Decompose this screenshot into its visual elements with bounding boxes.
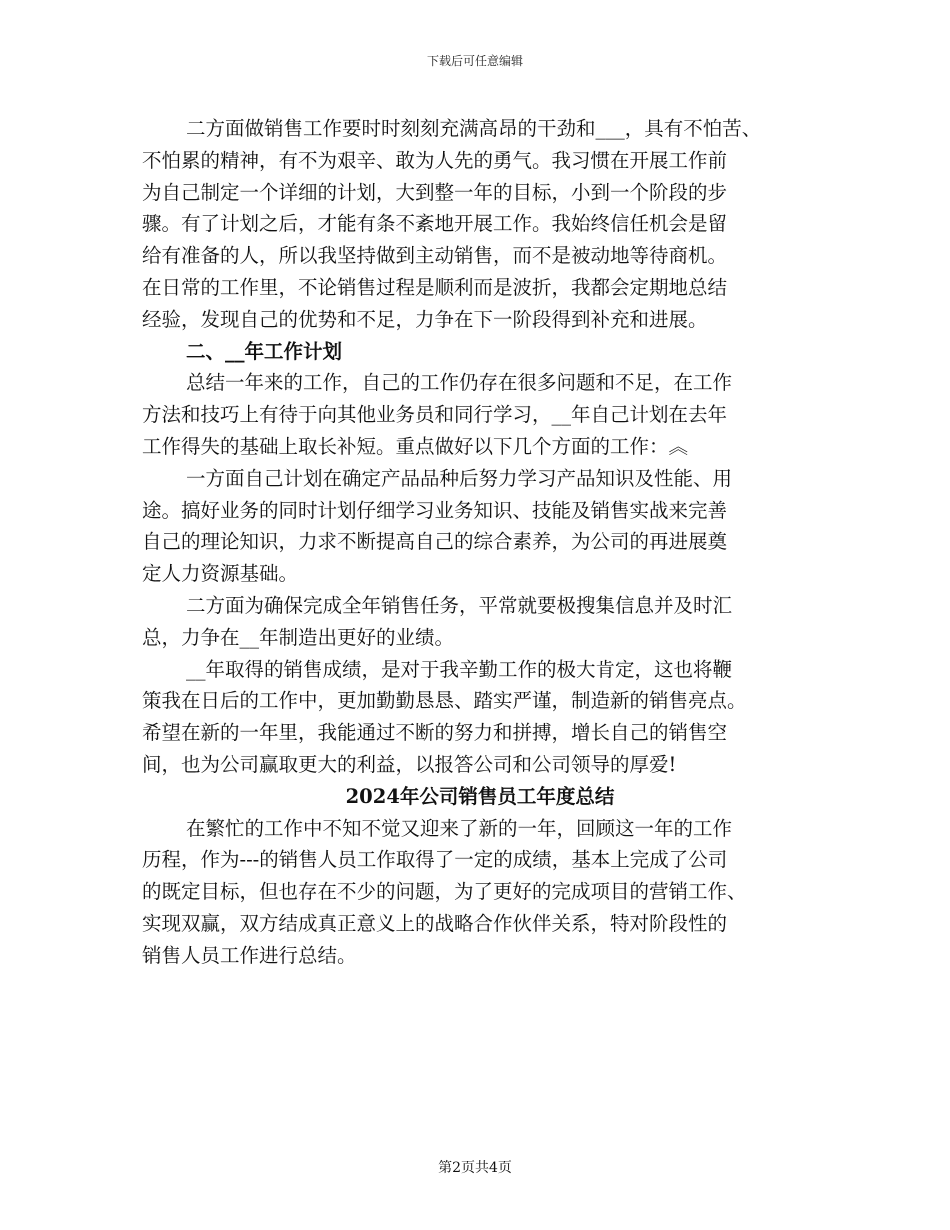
text-line: 总，力争在__年制造出更好的业绩。	[142, 625, 455, 649]
text-line: 总结一年来的工作，自己的工作仍存在很多问题和不足，在工作	[186, 371, 733, 395]
text-line: 希望在新的一年里，我能通过不断的努力和拼搏，增长自己的销售空	[142, 721, 728, 745]
text-line: 自己的理论知识，力求不断提高自己的综合素养，为公司的再进展奠	[142, 530, 728, 554]
paragraph-product-study	[142, 463, 798, 590]
paragraph-sales-attitude	[142, 113, 798, 336]
text-line: 定人力资源基础。	[142, 562, 299, 586]
text-line: 二方面做销售工作要时时刻刻充满高昂的干劲和___，具有不怕苦、	[186, 117, 762, 140]
text-line: 策我在日后的工作中，更加勤勤恳恳、踏实严谨，制造新的销售亮点。	[142, 689, 747, 713]
text-line: 为自己制定一个详细的计划，大到整一年的目标，小到一个阶段的步	[142, 180, 728, 204]
text-line: 销售人员工作进行总结。	[142, 943, 357, 967]
text-line: 在繁忙的工作中不知不觉又迎来了新的一年，回顾这一年的工作	[186, 816, 733, 840]
text-line: 历程，作为---的销售人员工作取得了一定的成绩，基本上完成了公司	[142, 848, 728, 872]
paragraph-summary	[142, 367, 798, 462]
text-line: 工作得失的基础上取长补短。重点做好以下几个方面的工作：︽	[142, 434, 689, 458]
text-line: 在日常的工作里，不论销售过程是顺利而是波折，我都会定期地总结	[142, 275, 728, 299]
text-line: 一方面自己计划在确定产品品种后努力学习产品知识及性能、用	[186, 466, 733, 490]
section-heading-work-plan: 二、__年工作计划	[186, 339, 343, 363]
page-number: 第2页共4页	[438, 1160, 512, 1176]
text-line: 给有准备的人，所以我坚持做到主动销售，而不是被动地等待商机。	[142, 244, 728, 268]
text-line: 的既定目标，但也存在不少的问题，为了更好的完成项目的营销工作、	[142, 880, 747, 904]
paragraph-intro	[142, 813, 798, 972]
text-line: 不怕累的精神，有不为艰辛、敢为人先的勇气。我习惯在开展工作前	[142, 148, 728, 172]
text-line: 实现双赢，双方结成真正意义上的战略合作伙伴关系，特对阶段性的	[142, 911, 728, 935]
text-line: 方法和技巧上有待于向其他业务员和同行学习，__年自己计划在去年	[142, 403, 728, 427]
document-title: 2024年公司销售员工年度总结	[345, 784, 615, 808]
text-line: 二方面为确保完成全年销售任务，平常就要极搜集信息并及时汇	[186, 593, 733, 617]
text-line: 间，也为公司赢取更大的利益，以报答公司和公司领导的厚爱!	[142, 752, 677, 776]
page-header: 下载后可任意编辑	[426, 54, 523, 68]
text-line: __年取得的销售成绩，是对于我辛勤工作的极大肯定，这也将鞭	[186, 657, 733, 681]
paragraph-sales-target	[142, 590, 798, 654]
paragraph-conclusion	[142, 654, 798, 781]
text-line: 经验，发现自己的优势和不足，力争在下一阶段得到补充和进展。	[142, 307, 708, 331]
text-line: 骤。有了计划之后，才能有条不紊地开展工作。我始终信任机会是留	[142, 212, 728, 236]
document-body	[142, 113, 798, 972]
text-line: 途。搞好业务的同时计划仔细学习业务知识、技能及销售实战来完善	[142, 498, 728, 522]
